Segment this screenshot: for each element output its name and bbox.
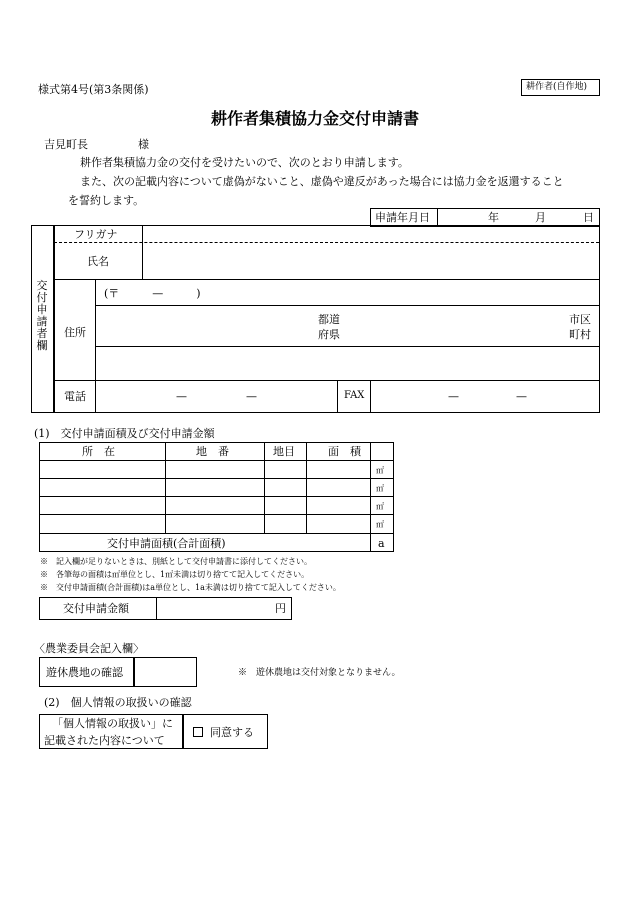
honorific: 様 (138, 138, 149, 151)
col-lot-number: 地 番 (196, 445, 229, 458)
address-detail-field[interactable] (97, 348, 597, 378)
city-bottom: 町村 (569, 328, 591, 341)
note-1: ※ 記入欄が足りないときは、別紙として交付申請書に添付してください。 (40, 557, 312, 566)
applicant-side-label: 交付申請者欄 (36, 279, 48, 352)
intro-line-1: 耕作者集積協力金の交付を受けたいので、次のとおり申請します。 (80, 156, 409, 169)
unit-sqm: ㎡ (376, 484, 384, 493)
col-land-category: 地目 (273, 445, 295, 458)
prefecture-top: 都道 (318, 313, 340, 326)
total-area-label: 交付申請面積(合計面積) (107, 537, 226, 550)
intro-line-3: を誓約します。 (68, 194, 145, 207)
idle-land-note: ※ 遊休農地は交付対象となりません。 (238, 668, 401, 678)
section1-heading: (1) 交付申請面積及び交付申請金額 (34, 427, 215, 440)
fax-dash-1: — (448, 390, 459, 403)
agree-checkbox[interactable] (193, 727, 203, 737)
committee-heading: 〈農業委員会記入欄〉 (34, 642, 144, 655)
col-location: 所 在 (82, 445, 115, 458)
fax-label: FAX (344, 390, 365, 401)
date-month: 月 (535, 211, 546, 224)
privacy-line-2: 記載された内容について (44, 734, 165, 747)
postal-code: (〒 — ) (104, 287, 201, 300)
page-title: 耕作者集積協力金交付申請書 (210, 109, 419, 128)
date-label: 申請年月日 (375, 211, 430, 224)
unit-sqm: ㎡ (376, 520, 384, 529)
privacy-line-1: 「個人情報の取扱い」に (52, 717, 173, 730)
phone-dash-1: — (176, 390, 187, 403)
unit-sqm: ㎡ (376, 502, 384, 511)
name-field[interactable] (143, 244, 598, 278)
category-box (521, 79, 600, 96)
amount-field[interactable] (158, 599, 268, 618)
idle-land-label: 遊休農地の確認 (46, 666, 123, 679)
amount-unit: 円 (275, 602, 286, 615)
addressee: 吉見町長 (44, 138, 88, 151)
furigana-field[interactable] (143, 227, 598, 241)
unit-sqm: ㎡ (376, 466, 384, 475)
intro-line-2: また、次の記載内容について虚偽がないこと、虚偽や違反があった場合には協力金を返還すること (80, 175, 564, 188)
col-area: 面 積 (328, 445, 361, 458)
form-number: 様式第4号(第3条関係) (38, 83, 149, 96)
note-3: ※ 交付申請面積(合計面積)はa単位とし、1a未満は切り捨てて記入してください。 (40, 583, 341, 592)
city-top: 市区 (569, 313, 591, 326)
total-area-unit: a (378, 537, 385, 550)
address-label: 住所 (64, 326, 86, 339)
idle-land-field[interactable] (136, 659, 195, 685)
agree-label: 同意する (210, 726, 254, 739)
date-year: 年 (488, 211, 499, 224)
section2-heading: (2) 個人情報の取扱いの確認 (44, 696, 192, 709)
phone-label: 電話 (64, 390, 86, 403)
date-day: 日 (583, 211, 594, 224)
note-2: ※ 各筆毎の面積は㎡単位とし、1㎡未満は切り捨てて記入してください。 (40, 570, 310, 579)
fax-dash-2: — (516, 390, 527, 403)
amount-label: 交付申請金額 (63, 602, 129, 615)
category-label: 耕作者(自作地) (526, 82, 588, 92)
phone-dash-2: — (246, 390, 257, 403)
prefecture-bottom: 府県 (318, 328, 340, 341)
area-table (39, 442, 394, 552)
furigana-label: フリガナ (74, 228, 118, 241)
name-label: 氏名 (87, 255, 109, 268)
